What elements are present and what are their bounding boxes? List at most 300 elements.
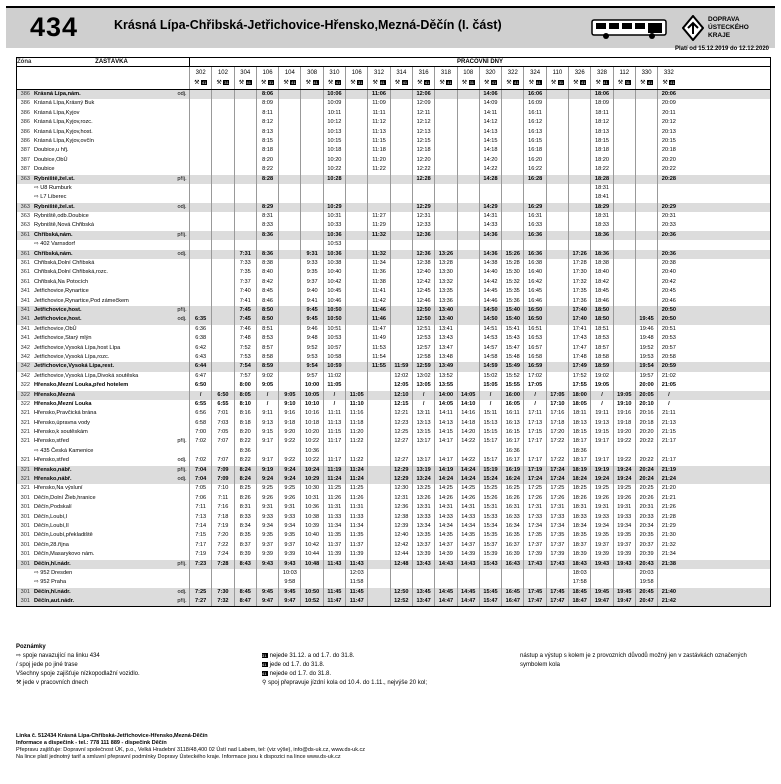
stop-name: Doubice,ObÚ	[34, 156, 68, 163]
zone-cell: 361	[20, 250, 30, 257]
trip-number: 106	[262, 70, 273, 76]
table-row	[17, 184, 770, 193]
time-cell	[345, 203, 367, 212]
time-cell: 9:13	[256, 419, 278, 428]
time-cell: 20:33	[635, 513, 657, 522]
time-cell: 15:19	[479, 466, 501, 475]
time-cell	[256, 240, 278, 249]
time-cell: 15:36	[501, 297, 523, 306]
time-cell: 17:31	[546, 503, 568, 512]
time-cell: 18:17	[568, 456, 590, 465]
stop-name: Děčín,Dolní Žleb,hranice	[34, 494, 96, 501]
time-cell	[390, 128, 412, 137]
time-cell	[457, 137, 479, 146]
time-cell	[390, 259, 412, 268]
time-cell: 21:32	[657, 541, 679, 550]
time-cell: 10:50	[323, 306, 345, 315]
time-cell: 9:20	[278, 428, 300, 437]
table-row	[17, 128, 770, 137]
time-cell: 9:43	[256, 560, 278, 569]
time-cell	[278, 193, 300, 202]
time-cell: 10:30	[300, 484, 322, 493]
time-cell: 7:07	[211, 456, 233, 465]
time-cell: 15:41	[501, 325, 523, 334]
time-cell: 17:26	[546, 494, 568, 503]
arr-dep-mark	[175, 541, 189, 550]
time-cell	[211, 306, 233, 315]
time-cell: 15:49	[501, 362, 523, 371]
time-cell	[234, 90, 256, 99]
time-cell	[501, 99, 523, 108]
time-cell	[345, 315, 367, 324]
stop-name: ⇨ 952 Praha	[34, 579, 67, 586]
time-cell: 12:29	[390, 466, 412, 475]
time-cell: 16:33	[501, 513, 523, 522]
zone-cell: 341	[20, 288, 30, 295]
zone-cell: 341	[20, 297, 30, 304]
time-cell	[234, 231, 256, 240]
time-cell: 18:03	[568, 569, 590, 578]
trip-code: ⚒ 31	[550, 79, 564, 86]
time-cell	[635, 259, 657, 268]
time-cell: 16:26	[501, 494, 523, 503]
time-cell	[278, 334, 300, 343]
time-cell: 13:39	[412, 550, 434, 559]
time-cell: 17:13	[523, 419, 545, 428]
stop-name: Děčín,Loubí,II	[34, 522, 69, 529]
time-cell: 18:36	[590, 250, 612, 259]
time-cell	[613, 231, 635, 240]
time-cell: /	[590, 400, 612, 409]
time-cell: 16:46	[523, 297, 545, 306]
time-cell: 6:50	[189, 381, 211, 390]
time-cell: 12:36	[390, 503, 412, 512]
time-cell: 13:48	[434, 353, 456, 362]
arr-dep-mark	[175, 362, 189, 371]
time-cell: 20:16	[635, 409, 657, 418]
stop-name: Jetřichovice,host.	[34, 306, 82, 313]
time-cell	[211, 315, 233, 324]
time-cell: 11:37	[323, 541, 345, 550]
code-icon: 31	[558, 79, 564, 85]
time-cell: 16:39	[501, 550, 523, 559]
table-row	[17, 391, 770, 400]
time-cell: 10:39	[300, 522, 322, 531]
time-cell	[211, 240, 233, 249]
time-cell	[234, 175, 256, 184]
zone-cell: 301	[20, 588, 30, 595]
time-cell	[211, 268, 233, 277]
zone-cell: 321	[20, 438, 30, 445]
trip-number: 322	[507, 70, 518, 76]
table-row	[17, 419, 770, 428]
time-cell: 12:57	[412, 344, 434, 353]
time-cell	[479, 447, 501, 456]
time-cell: 19:19	[590, 466, 612, 475]
time-cell: 11:49	[367, 334, 389, 343]
time-cell: 13:28	[434, 259, 456, 268]
time-cell: 9:34	[256, 522, 278, 531]
time-cell	[501, 109, 523, 118]
arr-dep-mark	[175, 240, 189, 249]
time-cell: 8:43	[234, 560, 256, 569]
time-cell: 18:33	[590, 221, 612, 230]
table-header-row	[17, 58, 770, 67]
time-cell: 11:39	[345, 550, 367, 559]
stop-name: Děčín,hl.nádr.	[34, 560, 71, 567]
time-cell: 8:13	[256, 128, 278, 137]
trip-number: 302	[195, 70, 206, 76]
time-cell: 11:39	[323, 550, 345, 559]
time-cell: 9:10	[278, 400, 300, 409]
code-icon: 41	[514, 79, 519, 85]
time-cell: 19:10	[613, 400, 635, 409]
time-cell	[211, 128, 233, 137]
time-cell: 13:36	[434, 297, 456, 306]
time-cell: 18:25	[568, 484, 590, 493]
time-cell	[457, 156, 479, 165]
time-cell: 12:29	[412, 203, 434, 212]
time-cell	[613, 99, 635, 108]
time-cell: 10:05	[300, 391, 322, 400]
code-icon: 41	[536, 79, 541, 85]
time-cell	[635, 212, 657, 221]
trip-header	[234, 67, 256, 89]
time-cell: 16:13	[501, 419, 523, 428]
bicycle-icon: ⚲	[262, 680, 269, 686]
trip-header	[613, 67, 635, 89]
time-cell	[234, 578, 256, 587]
time-cell: 15:45	[479, 588, 501, 597]
time-cell: 16:28	[523, 175, 545, 184]
time-cell: 12:46	[412, 297, 434, 306]
time-cell: 11:06	[367, 90, 389, 99]
time-cell	[278, 99, 300, 108]
time-cell	[211, 362, 233, 371]
time-cell	[546, 297, 568, 306]
arr-dep-mark: příj.	[177, 231, 187, 238]
time-cell	[457, 146, 479, 155]
time-cell: 19:58	[635, 578, 657, 587]
time-cell	[323, 193, 345, 202]
table-row	[17, 484, 770, 493]
time-cell	[189, 175, 211, 184]
time-cell: 20:31	[657, 212, 679, 221]
time-cell: 21:28	[657, 513, 679, 522]
time-cell	[457, 362, 479, 371]
trip-number: 326	[574, 70, 585, 76]
time-cell	[457, 250, 479, 259]
time-cell: 15:05	[479, 381, 501, 390]
time-cell: 14:47	[434, 597, 456, 606]
time-cell: 9:47	[256, 597, 278, 606]
table-row	[17, 353, 770, 362]
stop-name: Jetřichovice,Rynartice	[34, 288, 89, 295]
time-cell: 8:24	[234, 475, 256, 484]
time-cell: 14:18	[457, 419, 479, 428]
zone-cell: 301	[20, 494, 30, 501]
time-cell: 20:28	[657, 175, 679, 184]
time-cell: 14:31	[434, 503, 456, 512]
time-cell: 15:48	[501, 353, 523, 362]
time-cell	[345, 372, 367, 381]
time-cell: 14:33	[479, 221, 501, 230]
time-cell: 12:27	[390, 437, 412, 446]
trip-header	[345, 67, 367, 89]
time-cell: 9:24	[278, 475, 300, 484]
arr-dep-mark	[175, 278, 189, 287]
time-cell	[501, 156, 523, 165]
time-cell: 9:24	[278, 466, 300, 475]
time-cell	[568, 212, 590, 221]
time-cell: 12:59	[412, 362, 434, 371]
time-cell: 15:26	[479, 494, 501, 503]
trip-code: ⚒ 41	[506, 79, 519, 86]
time-cell: 16:12	[523, 118, 545, 127]
time-cell: 15:43	[501, 334, 523, 343]
time-cell	[300, 212, 322, 221]
time-cell: 11:13	[323, 419, 345, 428]
time-cell: 11:22	[345, 437, 367, 446]
zone-cell: 341	[20, 325, 30, 332]
time-cell	[211, 250, 233, 259]
time-cell: 10:18	[323, 146, 345, 155]
time-cell: 12:25	[390, 428, 412, 437]
arr-dep-mark	[175, 503, 189, 512]
time-cell: 7:45	[234, 315, 256, 324]
time-cell: 6:55	[211, 400, 233, 409]
time-cell	[278, 137, 300, 146]
time-cell	[189, 137, 211, 146]
arr-dep-mark: příj.	[177, 598, 187, 605]
time-cell: 10:36	[323, 231, 345, 240]
time-cell: 20:13	[657, 128, 679, 137]
table-row	[17, 118, 770, 127]
zone-cell: 386	[20, 100, 30, 107]
time-cell: 21:15	[657, 428, 679, 437]
time-cell: 9:17	[256, 456, 278, 465]
time-cell: 8:37	[234, 541, 256, 550]
table-row	[17, 90, 770, 99]
time-cell	[546, 334, 568, 343]
time-cell: 10:20	[300, 428, 322, 437]
time-cell: 10:53	[323, 334, 345, 343]
time-cell: 14:53	[479, 334, 501, 343]
zone-cell: 342	[20, 372, 30, 379]
time-cell	[390, 334, 412, 343]
arr-dep-mark	[175, 156, 189, 165]
time-cell	[501, 193, 523, 202]
time-cell: 13:55	[434, 381, 456, 390]
time-cell	[568, 193, 590, 202]
time-cell: 7:52	[234, 344, 256, 353]
time-cell: 12:53	[412, 334, 434, 343]
time-cell	[367, 428, 389, 437]
time-cell: 16:50	[523, 315, 545, 324]
time-cell	[613, 578, 635, 587]
time-cell	[635, 137, 657, 146]
arr-dep-mark	[175, 391, 189, 400]
time-cell: 8:05	[234, 391, 256, 400]
time-cell: 12:36	[412, 231, 434, 240]
time-cell: 10:22	[300, 456, 322, 465]
trip-code: ⚒ 41	[662, 79, 675, 86]
time-cell: 11:42	[367, 297, 389, 306]
table-row	[17, 578, 770, 587]
time-cell	[278, 240, 300, 249]
trip-code: ⚒ 41	[394, 79, 408, 86]
time-cell: 17:22	[546, 437, 568, 446]
time-cell	[300, 240, 322, 249]
zone-cell: 363	[20, 203, 30, 210]
time-cell: 21:24	[657, 475, 679, 484]
arr-dep-mark	[175, 325, 189, 334]
time-cell	[345, 156, 367, 165]
time-cell: 20:20	[657, 156, 679, 165]
time-cell	[189, 297, 211, 306]
time-cell	[546, 99, 568, 108]
time-cell	[457, 578, 479, 587]
time-cell: 21:17	[657, 437, 679, 446]
time-cell: 10:42	[300, 541, 322, 550]
time-cell: 16:51	[523, 325, 545, 334]
time-cell: 8:35	[234, 531, 256, 540]
time-cell: 18:59	[590, 362, 612, 371]
time-cell: 9:45	[278, 588, 300, 597]
time-cell: /	[523, 391, 545, 400]
time-cell: 13:35	[434, 287, 456, 296]
time-cell: 8:22	[234, 437, 256, 446]
time-cell	[546, 306, 568, 315]
time-cell: 18:46	[590, 297, 612, 306]
time-cell: 10:28	[323, 175, 345, 184]
time-cell: 18:31	[568, 503, 590, 512]
zone-cell: 321	[20, 419, 30, 426]
time-cell: 10:24	[300, 466, 322, 475]
table-row	[17, 268, 770, 277]
time-cell	[479, 184, 501, 193]
time-cell	[367, 203, 389, 212]
time-cell: /	[657, 400, 679, 409]
time-cell: 18:29	[590, 203, 612, 212]
time-cell: 20:37	[635, 541, 657, 550]
time-cell: 8:42	[256, 278, 278, 287]
time-cell: 20:39	[635, 550, 657, 559]
time-cell: 21:05	[657, 381, 679, 390]
note-low-floor: Všechny spoje zajišťuje nízkopodlažní vozidlo.	[16, 671, 140, 677]
time-cell: 15:26	[501, 250, 523, 259]
time-cell: 11:17	[323, 456, 345, 465]
time-cell	[434, 156, 456, 165]
time-cell	[546, 344, 568, 353]
time-cell	[211, 578, 233, 587]
time-cell: 9:25	[256, 484, 278, 493]
time-cell: 11:45	[345, 588, 367, 597]
time-cell	[434, 109, 456, 118]
time-cell: 9:18	[278, 419, 300, 428]
time-cell: 8:06	[256, 90, 278, 99]
stop-name: Jetřichovice,host.	[34, 316, 82, 323]
time-cell: 20:05	[635, 391, 657, 400]
time-cell: 14:46	[479, 297, 501, 306]
time-cell	[412, 240, 434, 249]
table-row	[17, 315, 770, 324]
time-cell: 17:34	[523, 522, 545, 531]
time-cell: 12:22	[412, 165, 434, 174]
time-cell: 12:28	[412, 175, 434, 184]
time-cell: /	[479, 400, 501, 409]
table-row	[17, 137, 770, 146]
time-cell: 7:25	[189, 588, 211, 597]
time-cell: 17:17	[523, 437, 545, 446]
time-cell	[546, 278, 568, 287]
time-cell	[367, 560, 389, 569]
time-cell: 8:50	[256, 306, 278, 315]
time-cell: 7:24	[211, 550, 233, 559]
time-cell: 8:53	[256, 334, 278, 343]
footer-dispatch: Informace a dispečink - tel.: 778 111 889 - dispečink Děčín	[16, 740, 167, 746]
time-cell: 7:27	[189, 597, 211, 606]
time-cell: 14:31	[457, 503, 479, 512]
time-cell	[501, 221, 523, 230]
time-cell	[657, 578, 679, 587]
time-cell	[390, 165, 412, 174]
time-cell	[523, 578, 545, 587]
time-cell	[367, 466, 389, 475]
time-cell: 10:46	[323, 297, 345, 306]
stop-name: ⇨ 402 Varnsdorf	[34, 241, 75, 248]
time-cell: 9:53	[300, 353, 322, 362]
zone-cell: 341	[20, 316, 30, 323]
time-cell	[189, 287, 211, 296]
time-cell	[345, 175, 367, 184]
time-cell: 8:57	[256, 344, 278, 353]
table-row	[17, 259, 770, 268]
time-cell: 20:15	[657, 137, 679, 146]
arr-dep-mark	[175, 381, 189, 390]
time-cell: 13:41	[434, 325, 456, 334]
time-cell	[568, 240, 590, 249]
time-cell	[635, 90, 657, 99]
arr-dep-mark	[175, 372, 189, 381]
zone-cell: 301	[20, 513, 30, 520]
time-cell	[568, 137, 590, 146]
time-cell: 9:48	[300, 334, 322, 343]
time-cell: 9:37	[278, 541, 300, 550]
time-cell: 18:13	[568, 419, 590, 428]
time-cell	[367, 409, 389, 418]
time-cell: 17:41	[568, 325, 590, 334]
time-cell: 16:35	[501, 531, 523, 540]
arr-dep-mark: příj.	[177, 560, 187, 567]
time-cell: 6:58	[189, 419, 211, 428]
zone-cell: 321	[20, 485, 30, 492]
time-cell: 14:24	[434, 475, 456, 484]
time-cell: 17:16	[546, 409, 568, 418]
time-cell	[278, 362, 300, 371]
time-cell	[390, 278, 412, 287]
time-cell: 11:11	[323, 409, 345, 418]
time-cell	[613, 344, 635, 353]
time-cell	[546, 109, 568, 118]
time-cell: /	[256, 400, 278, 409]
time-cell: 7:05	[211, 428, 233, 437]
time-cell	[300, 90, 322, 99]
zone-cell	[17, 569, 32, 578]
stop-name: Hřensko,úpravna vody	[34, 419, 90, 426]
time-cell: 10:52	[300, 597, 322, 606]
code-icon: 31	[224, 79, 229, 85]
